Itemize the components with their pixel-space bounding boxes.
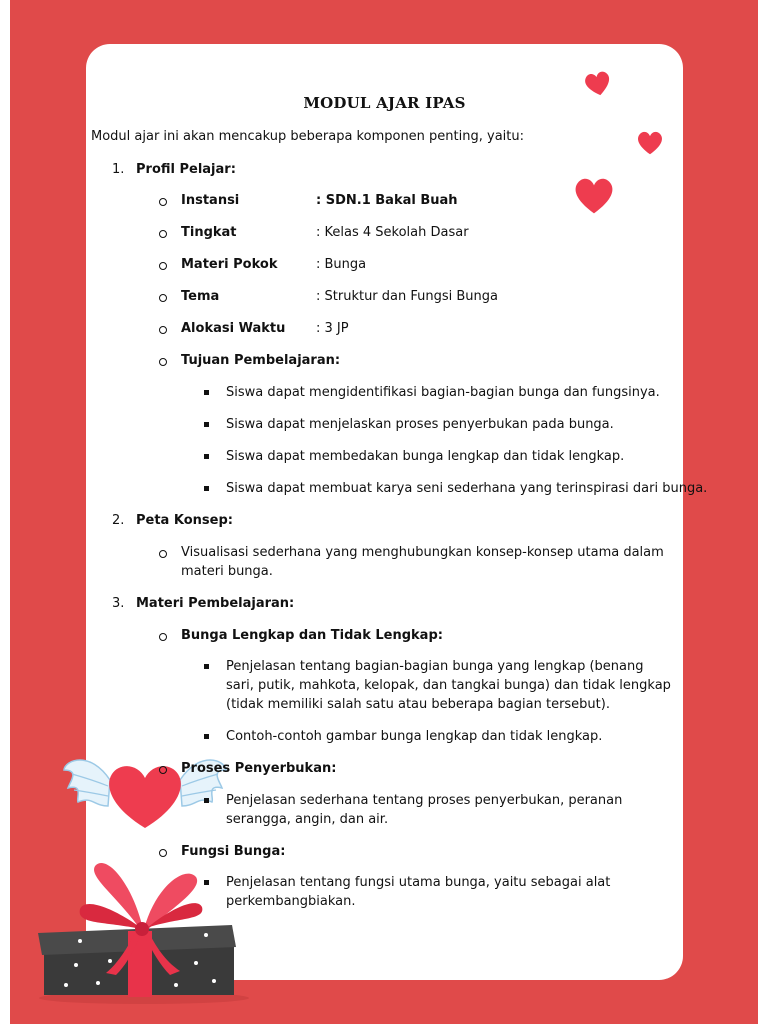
- field-label: Materi Pokok: [181, 257, 278, 272]
- field-value: : Kelas 4 Sekolah Dasar: [316, 225, 469, 240]
- field-label: Instansi: [181, 193, 240, 208]
- list-bullet: [159, 633, 167, 641]
- goal-item: Siswa dapat membuat karya seni sederhana yang terinspirasi dari bunga.: [226, 481, 708, 496]
- field-value: : Struktur dan Fungsi Bunga: [316, 289, 499, 304]
- square-bullet: [204, 734, 209, 739]
- field-value: : 3 JP: [316, 321, 349, 336]
- section-heading-materi: Materi Pembelajaran:: [136, 596, 295, 611]
- field-value: : SDN.1 Bakal Buah: [316, 193, 458, 208]
- subheading-fungsi: Fungsi Bunga:: [181, 844, 286, 859]
- goal-item: Siswa dapat menjelaskan proses penyerbukan pada bunga.: [226, 417, 614, 432]
- list-bullet: [159, 766, 167, 774]
- heart-icon: [572, 176, 616, 216]
- right-margin: [758, 0, 768, 1024]
- subheading-bunga-lengkap: Bunga Lengkap dan Tidak Lengkap:: [181, 628, 443, 643]
- material-item: Penjelasan tentang bagian-bagian bunga yang lengkap (benang sari, putik, mahkota, kelopak, dan tangkai bunga) dan tidak lengkap (tidak memiliki salah satu atau beberapa bagian tersebut).: [226, 659, 671, 712]
- section-number: 2.: [112, 513, 125, 528]
- left-margin: [0, 0, 10, 1024]
- list-bullet: [159, 198, 167, 206]
- page-title: MODUL AJAR IPAS: [303, 94, 466, 112]
- goal-item: Siswa dapat mengidentifikasi bagian-bagian bunga dan fungsinya.: [226, 385, 660, 400]
- material-item: Penjelasan sederhana tentang proses penyerbukan, peranan serangga, angin, dan air.: [226, 793, 623, 827]
- field-label: Tema: [181, 289, 220, 304]
- square-bullet: [204, 664, 209, 669]
- list-bullet: [159, 262, 167, 270]
- material-item: Penjelasan tentang fungsi utama bunga, yaitu sebagai alat perkembangbiakan.: [226, 875, 611, 909]
- list-bullet: [159, 230, 167, 238]
- intro-text: Modul ajar ini akan mencakup beberapa komponen penting, yaitu:: [91, 129, 524, 144]
- section-heading-peta: Peta Konsep:: [136, 513, 233, 528]
- list-bullet: [159, 326, 167, 334]
- gift-box-icon: [36, 855, 251, 1005]
- section-number: 1.: [112, 162, 125, 177]
- square-bullet: [204, 454, 209, 459]
- field-label: Alokasi Waktu: [181, 321, 286, 336]
- heart-icon: [636, 130, 664, 156]
- winged-heart-icon: [60, 740, 230, 835]
- square-bullet: [204, 798, 209, 803]
- list-bullet: [159, 358, 167, 366]
- list-bullet: [159, 550, 167, 558]
- section-heading-profil: Profil Pelajar:: [136, 162, 236, 177]
- material-item: Contoh-contoh gambar bunga lengkap dan tidak lengkap.: [226, 729, 603, 744]
- field-value: : Bunga: [316, 257, 367, 272]
- square-bullet: [204, 422, 209, 427]
- square-bullet: [204, 486, 209, 491]
- field-label: Tingkat: [181, 225, 237, 240]
- section-number: 3.: [112, 596, 125, 611]
- subheading-penyerbukan: Proses Penyerbukan:: [181, 761, 337, 776]
- goals-heading: Tujuan Pembelajaran:: [181, 353, 341, 368]
- goal-item: Siswa dapat membedakan bunga lengkap dan tidak lengkap.: [226, 449, 625, 464]
- concept-map-item: Visualisasi sederhana yang menghubungkan konsep-konsep utama dalam materi bunga.: [181, 545, 664, 579]
- square-bullet: [204, 390, 209, 395]
- list-bullet: [159, 294, 167, 302]
